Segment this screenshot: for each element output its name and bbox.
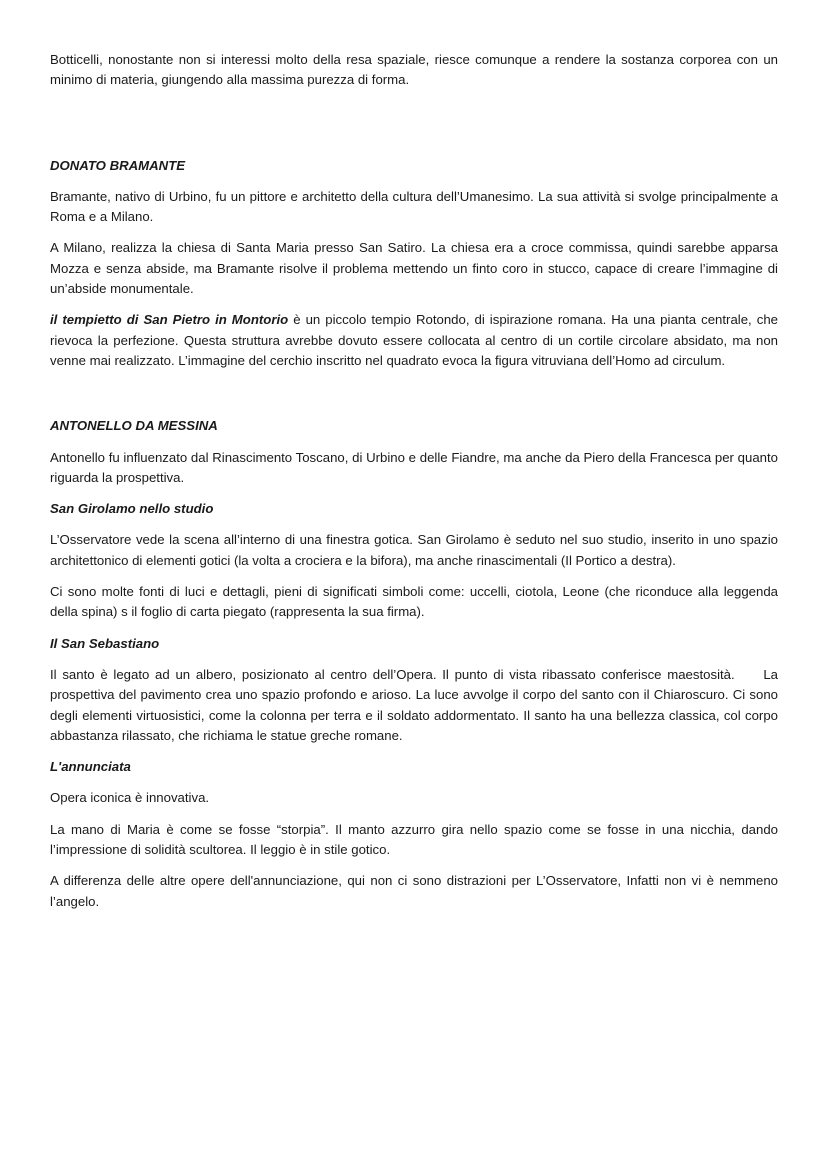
bramante-paragraph-2: A Milano, realizza la chiesa di Santa Maria presso San Satiro. La chiesa era a croce commissa, quindi sarebbe apparsa Mozza e senza abside, ma Bramante risolve il problema mettendo un finto coro in stucco, capace di creare l’immagine di un’abside monumentale. — [50, 240, 778, 297]
section-spacer — [50, 382, 778, 416]
sebastiano-paragraph-1: Il santo è legato ad un albero, posizionato al centro dell’Opera. Il punto di vista ribassato conferisce maestosità. La prospettiva del pavimento crea uno spazio profondo e arioso. La luce avvolge il corpo del santo con il Chiaroscuro. Ci sono degli elementi virtuosistici, come la colonna per terra e il soldato addormentato. Il santo ha una bellezza classica, col corpo abbastanza rilassato, che richiama le statue greche romane. — [50, 666, 782, 743]
document-page — [50, 50, 782, 923]
messina-paragraph-1: Antonello fu influenzato dal Rinascimento Toscano, di Urbino e delle Fiandre, ma anche da Piero della Francesca per quanto riguarda la prospettiva. — [50, 449, 778, 485]
girolamo-paragraph-1: L’Osservatore vede la scena all’interno di una finestra gotica. San Girolamo è seduto nel suo studio, inserito in uno spazio architettonico di elementi gotici (la volta a crociera e la bifora), ma anche rinascimentali (Il Portico a destra). — [50, 532, 778, 568]
section-heading-messina: ANTONELLO DA MESSINA — [50, 418, 218, 434]
bramante-paragraph-3 — [50, 310, 778, 371]
section-spacer — [50, 102, 778, 156]
subheading-girolamo: San Girolamo nello studio — [50, 501, 214, 517]
tempietto-text: è un piccolo tempio Rotondo, di ispirazione romana. Ha una pianta centrale, che rievoca la perfezione. Questa struttura avrebbe dovuto essere collocata al centro di un cortile circolare absidato, ma non venne mai realizzato. L’immagine del cerchio inscritto nel quadrato evoca la figura vitruviana dell’Homo ad circulum. — [50, 312, 778, 368]
bramante-paragraph-1: Bramante, nativo di Urbino, fu un pittore e architetto della cultura dell’Umanesimo. La sua attività si svolge principalmente a Roma e a Milano. — [50, 188, 778, 225]
annunciata-paragraph-3: A differenza delle altre opere dell'annunciazione, qui non ci sono distrazioni per L’Osservatore, Infatti non vi è nemmeno l’angelo. — [50, 873, 778, 909]
annunciata-paragraph-2: La mano di Maria è come se fosse “storpia”. Il manto azzurro gira nello spazio come se fosse in una nicchia, dando l’impressione di solidità scultorea. Il leggio è in stile gotico. — [50, 821, 778, 858]
annunciata-paragraph-1: Opera iconica è innovativa. — [50, 790, 210, 806]
girolamo-paragraph-2: Ci sono molte fonti di luci e dettagli, pieni di significati simboli come: uccelli, ciotola, Leone (che riconduce alla leggenda della spina) s il foglio di carta piegato (rappresenta la sua firma). — [50, 584, 778, 620]
tempietto-lead: il tempietto di San Pietro in Montorio — [50, 312, 289, 328]
intro-paragraph: Botticelli, nonostante non si interessi molto della resa spaziale, riesce comunque a rendere la sostanza corporea con un minimo di materia, giungendo alla massima purezza di forma. — [50, 52, 778, 88]
subheading-annunciata: L'annunciata — [50, 759, 131, 775]
subheading-sebastiano: Il San Sebastiano — [50, 635, 160, 651]
section-heading-bramante: DONATO BRAMANTE — [50, 157, 186, 173]
